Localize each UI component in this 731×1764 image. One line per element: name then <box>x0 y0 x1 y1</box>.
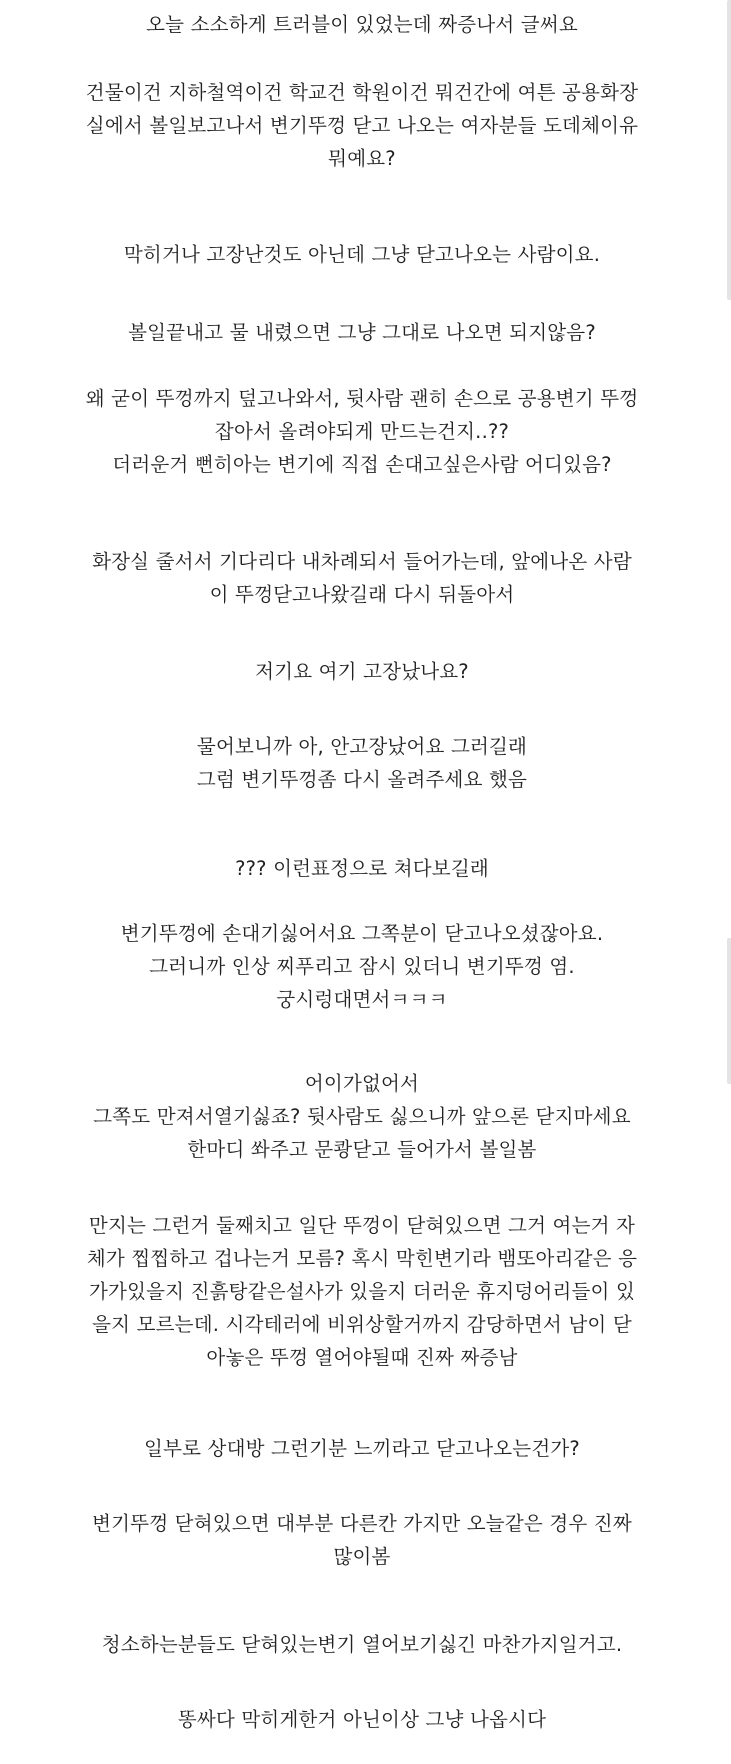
scrollbar-thumb-top[interactable] <box>727 0 731 300</box>
paragraph <box>6 1067 718 1166</box>
text-line: 체가 찝찝하고 겁나는거 모름? 혹시 막힌변기라 뱀또아리같은 응 <box>86 1247 638 1270</box>
text-line: 어이가없어서 <box>304 1072 420 1095</box>
text-line: 물어보니까 아, 안고장났어요 그러길래 <box>196 735 528 758</box>
text-line: 일부로 상대방 그런기분 느끼라고 닫고나오는건가? <box>144 1437 580 1460</box>
paragraph <box>6 1628 718 1661</box>
text-line: 가가있을지 진흙탕같은설사가 있을지 더러운 휴지덩어리들이 있 <box>89 1280 635 1303</box>
text-line: ??? 이런표정으로 쳐다보길래 <box>235 857 489 880</box>
text-line: 저기요 여기 고장났나요? <box>255 660 469 683</box>
text-line: 볼일끝내고 물 내렸으면 그냥 그대로 나오면 되지않음? <box>128 321 596 344</box>
scrollbar-thumb-middle[interactable] <box>727 938 731 1084</box>
text-line: 더러운거 뻔히아는 변기에 직접 손대고싶은사람 어디있음? <box>112 453 612 476</box>
paragraph <box>6 730 718 796</box>
text-line: 변기뚜껑 닫혀있으면 대부분 다른칸 가지만 오늘같은 경우 진짜 <box>92 1512 632 1535</box>
text-line: 그쪽도 만져서열기싫죠? 뒷사람도 싫으니까 앞으론 닫지마세요 <box>93 1105 631 1128</box>
text-line: 화장실 줄서서 기다리다 내차례되서 들어가는데, 앞에나온 사람 <box>92 550 632 573</box>
text-line: 만지는 그런거 둘째치고 일단 뚜껑이 닫혀있으면 그거 여는거 자 <box>88 1214 636 1237</box>
paragraph <box>6 8 718 41</box>
text-line: 실에서 볼일보고나서 변기뚜껑 닫고 나오는 여자분들 도데체이유 <box>85 114 639 137</box>
text-line: 오늘 소소하게 트러블이 있었는데 짜증나서 글써요 <box>146 13 578 36</box>
paragraph <box>6 238 718 271</box>
text-line: 그러니까 인상 찌푸리고 잠시 있더니 변기뚜껑 염. <box>149 955 575 978</box>
text-line: 막히거나 고장난것도 아닌데 그냥 닫고나오는 사람이요. <box>123 243 601 266</box>
text-line: 을지 모르는데. 시각테러에 비위상할거까지 감당하면서 남이 닫 <box>92 1313 632 1336</box>
text-line: 한마디 쏴주고 문쾅닫고 들어가서 볼일봄 <box>187 1138 537 1161</box>
text-line: 왜 굳이 뚜껑까지 덮고나와서, 뒷사람 괜히 손으로 공용변기 뚜껑 <box>85 387 639 410</box>
paragraph <box>6 76 718 175</box>
paragraph <box>6 382 718 481</box>
paragraph <box>6 1703 718 1736</box>
text-line: 잡아서 올려야되게 만드는건지..?? <box>214 420 510 443</box>
paragraph <box>6 1209 718 1374</box>
text-line: 청소하는분들도 닫혀있는변기 열어보기싫긴 마찬가지일거고. <box>101 1633 623 1656</box>
paragraph <box>6 1507 718 1573</box>
text-line: 아놓은 뚜껑 열어야될때 진짜 짜증남 <box>206 1346 518 1369</box>
text-line: 똥싸다 막히게한거 아닌이상 그냥 나옵시다 <box>177 1708 547 1731</box>
paragraph <box>6 1432 718 1465</box>
paragraph <box>6 852 718 885</box>
text-line: 이 뚜껑닫고나왔길래 다시 뒤돌아서 <box>209 583 515 606</box>
text-line: 건물이건 지하철역이건 학교건 학원이건 뭐건간에 여튼 공용화장 <box>85 81 639 104</box>
paragraph <box>6 655 718 688</box>
text-line: 변기뚜껑에 손대기싫어서요 그쪽분이 닫고나오셨잖아요. <box>120 922 604 945</box>
text-line: 많이봄 <box>333 1545 391 1568</box>
text-line: 뭐예요? <box>328 147 396 170</box>
paragraph <box>6 545 718 611</box>
paragraph <box>6 316 718 349</box>
text-line: 궁시렁대면서ㅋㅋㅋ <box>276 988 448 1011</box>
text-line: 그럼 변기뚜껑좀 다시 올려주세요 했음 <box>196 768 528 791</box>
paragraph <box>6 917 718 1016</box>
